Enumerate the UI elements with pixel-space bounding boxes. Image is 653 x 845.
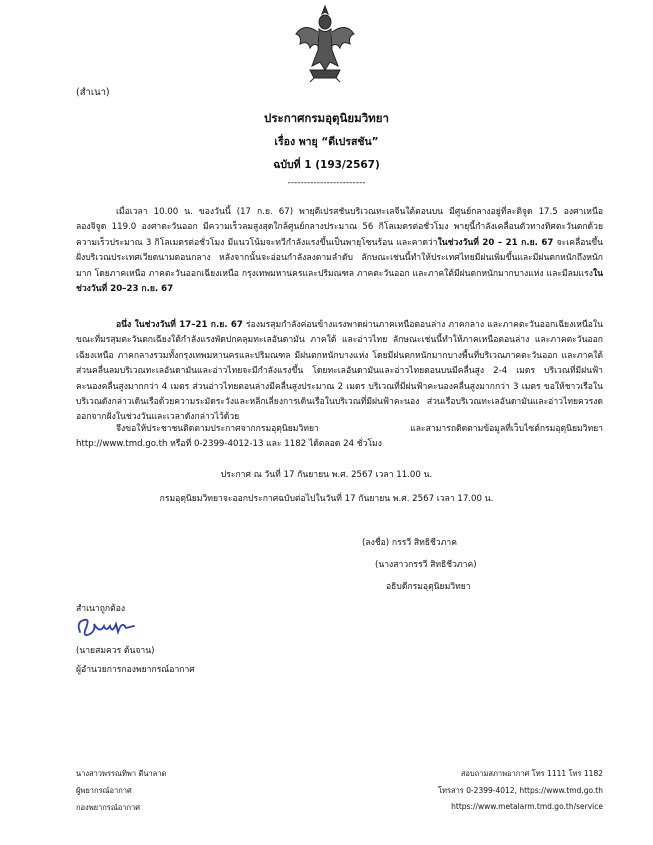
paragraph-storm-status <box>76 205 603 297</box>
certified-copy-label: สำเนาถูกต้อง <box>76 604 126 614</box>
signatory-name: (นางสาวกรรวี สิทธิชีวภาค) <box>375 560 477 570</box>
p1-highlight-wind: ในช่วงวันที่ 20–23 ก.ย. 67 <box>76 268 603 295</box>
p3-text: จึงขอให้ประชาชนติดตามประกาศจากกรมอุตุนิยมวิทยา และสามารถติดตามข้อมูลที่เว็บไซต์กรมอุตุนิยมวิทยา http://www.tmd.go.th หรือที่ 0-2399-4012-13 และ 1182 ได้ตลอด 24 ชั่วโมง <box>76 424 603 450</box>
paragraph-contact <box>76 422 603 453</box>
certifier-position: ผู้อำนวยการกองพยากรณ์อากาศ <box>76 665 195 675</box>
separator-line: ------------------------ <box>287 178 366 188</box>
signed-by: (ลงชื่อ) กรรวี สิทธิชีวภาค <box>362 538 457 548</box>
footer-division: กองพยากรณ์อากาศ <box>76 803 141 812</box>
footer-service-link[interactable]: https://www.metalarm.tmd.go.th/service <box>451 802 603 811</box>
paragraph-monsoon <box>76 318 603 426</box>
footer-forecaster-name: นางสาวพรรณทิพา ดีนาลาด <box>76 769 167 778</box>
footer-forecaster-role: ผู้พยากรณ์อากาศ <box>76 786 132 795</box>
p1-text-c: จะเคลื่อนขึ้นฝั่งบริเวณประเทศเวียดนามตอนกลาง หลังจากนั้นจะอ่อนกำลังลงตามลำดับ ลักษณะเช่นนี้ทำให้ประเทศไทยมีฝนเพิ่มขึ้นและมีฝนตกหนักถึงหนักมาก โดยภาคเหนือ ภาคตะวันออกเฉียงเหนือ กรุงเทพมหานครและปริมณฑล ภาคตะวันออก และภาคใต้มีฝนตกหนักมากบางแห่ง และมีลมแรง <box>76 237 603 279</box>
next-announcement: กรมอุตุนิยมวิทยาจะออกประกาศฉบับต่อไปในวันที่ 17 กันยายน พ.ศ. 2567 เวลา 17.00 น. <box>159 494 494 504</box>
signatory-position: อธิบดีกรมอุตุนิยมวิทยา <box>386 582 471 592</box>
p2-highlight-period: อนึ่ง ในช่วงวันที่ 17–21 ก.ย. 67 <box>116 320 243 330</box>
handwritten-signature-icon <box>74 612 138 642</box>
footer-hotline: สอบถามสภาพอากาศ โทร 1111 โทร 1182 <box>460 769 603 778</box>
footer-fax-website: โทรสาร 0-2399-4012, https://www.tmd.go.th <box>438 786 603 795</box>
certifier-name: (นายสมควร ต้นจาน) <box>76 646 155 656</box>
p1-text-a: เมื่อเวลา 10.00 น. ของวันนี้ (17 ก.ย. 67) พายุดีเปรสชันบริเวณทะเลจีนใต้ตอนบน มีศูนย์กลางอยู่ที่ละติจูด 17.5 องศาเหนือ ลองจิจูด 119.0 องศาตะวันออก มีความเร็วลมสูงสุดใกล้ศูนย์กลางประมาณ 56 กิโลเมตรต่อชั่วโมง พายุนี้กำลังเคลื่อนตัวทางทิศตะวันตกด้วยความเร็วประมาณ 3 กิโลเมตรต่อชั่วโมง มีแนวโน้มจะทวีกำลังแรงขึ้นเป็นพายุโซนร้อน และคาดว่า <box>76 207 603 248</box>
p2-text-b: ร่องมรสุมกำลังค่อนข้างแรงพาดผ่านภาคเหนือตอนล่าง ภาคกลาง และภาคตะวันออกเฉียงเหนือในขณะที่มรสุมตะวันตกเฉียงใต้กำลังแรงพัดปกคลุมทะเลอันดามัน ภาคใต้ และอ่าวไทย ลักษณะเช่นนี้ทำให้ภาคเหนือตอนล่าง และภาคตะวันออกเฉียงเหนือ ภาคกลางรวมทั้งกรุงเทพมหานครและปริมณฑล มีฝนตกหนักบางแห่ง โดยมีฝนตกหนักมากบางพื้นที่บริเวณภาคตะวันออก และภาคใต้ ส่วนคลื่นลมบริเวณทะเลอันดามันและอ่าวไทยจะมีกำลังแรงขึ้น โดยทะเลอันดามันและอ่าวไทยตอนบนมีคลื่นสูง 2-4 เมตร บริเวณที่มีฝนฟ้าคะนองคลื่นสูงมากกว่า 4 เมตร ส่วนอ่าวไทยตอนล่างมีคลื่นสูงประมาณ 2 เมตร บริเวณที่มีฝนฟ้าคะนองคลื่นสูงมากกว่า 3 เมตร ขอให้ชาวเรือในบริเวณดังกล่าวเดินเรือด้วยความระมัดระวังและหลีกเลี่ยงการเดินเรือในบริเวณที่มีฝนฟ้าคะนอง ส่วนเรือบริเวณทะเลอันดามันและอ่าวไทยควรงดออกจากฝั่งในช่วงวันและเวลาดังกล่าวไว้ด้วย <box>76 320 603 423</box>
garuda-emblem-icon <box>292 4 358 84</box>
document-subject: เรื่อง พายุ “ดีเปรสชัน” <box>274 136 379 148</box>
p1-highlight-landfall: ในช่วงวันที่ 20 – 21 ก.ย. 67 <box>437 237 554 248</box>
issued-datetime: ประกาศ ณ วันที่ 17 กันยายน พ.ศ. 2567 เวลา 11.00 น. <box>220 470 433 480</box>
copy-tag: (สำเนา) <box>76 87 110 98</box>
document-issue-number: ฉบับที่ 1 (193/2567) <box>273 159 380 171</box>
document-title: ประกาศกรมอุตุนิยมวิทยา <box>264 111 389 125</box>
